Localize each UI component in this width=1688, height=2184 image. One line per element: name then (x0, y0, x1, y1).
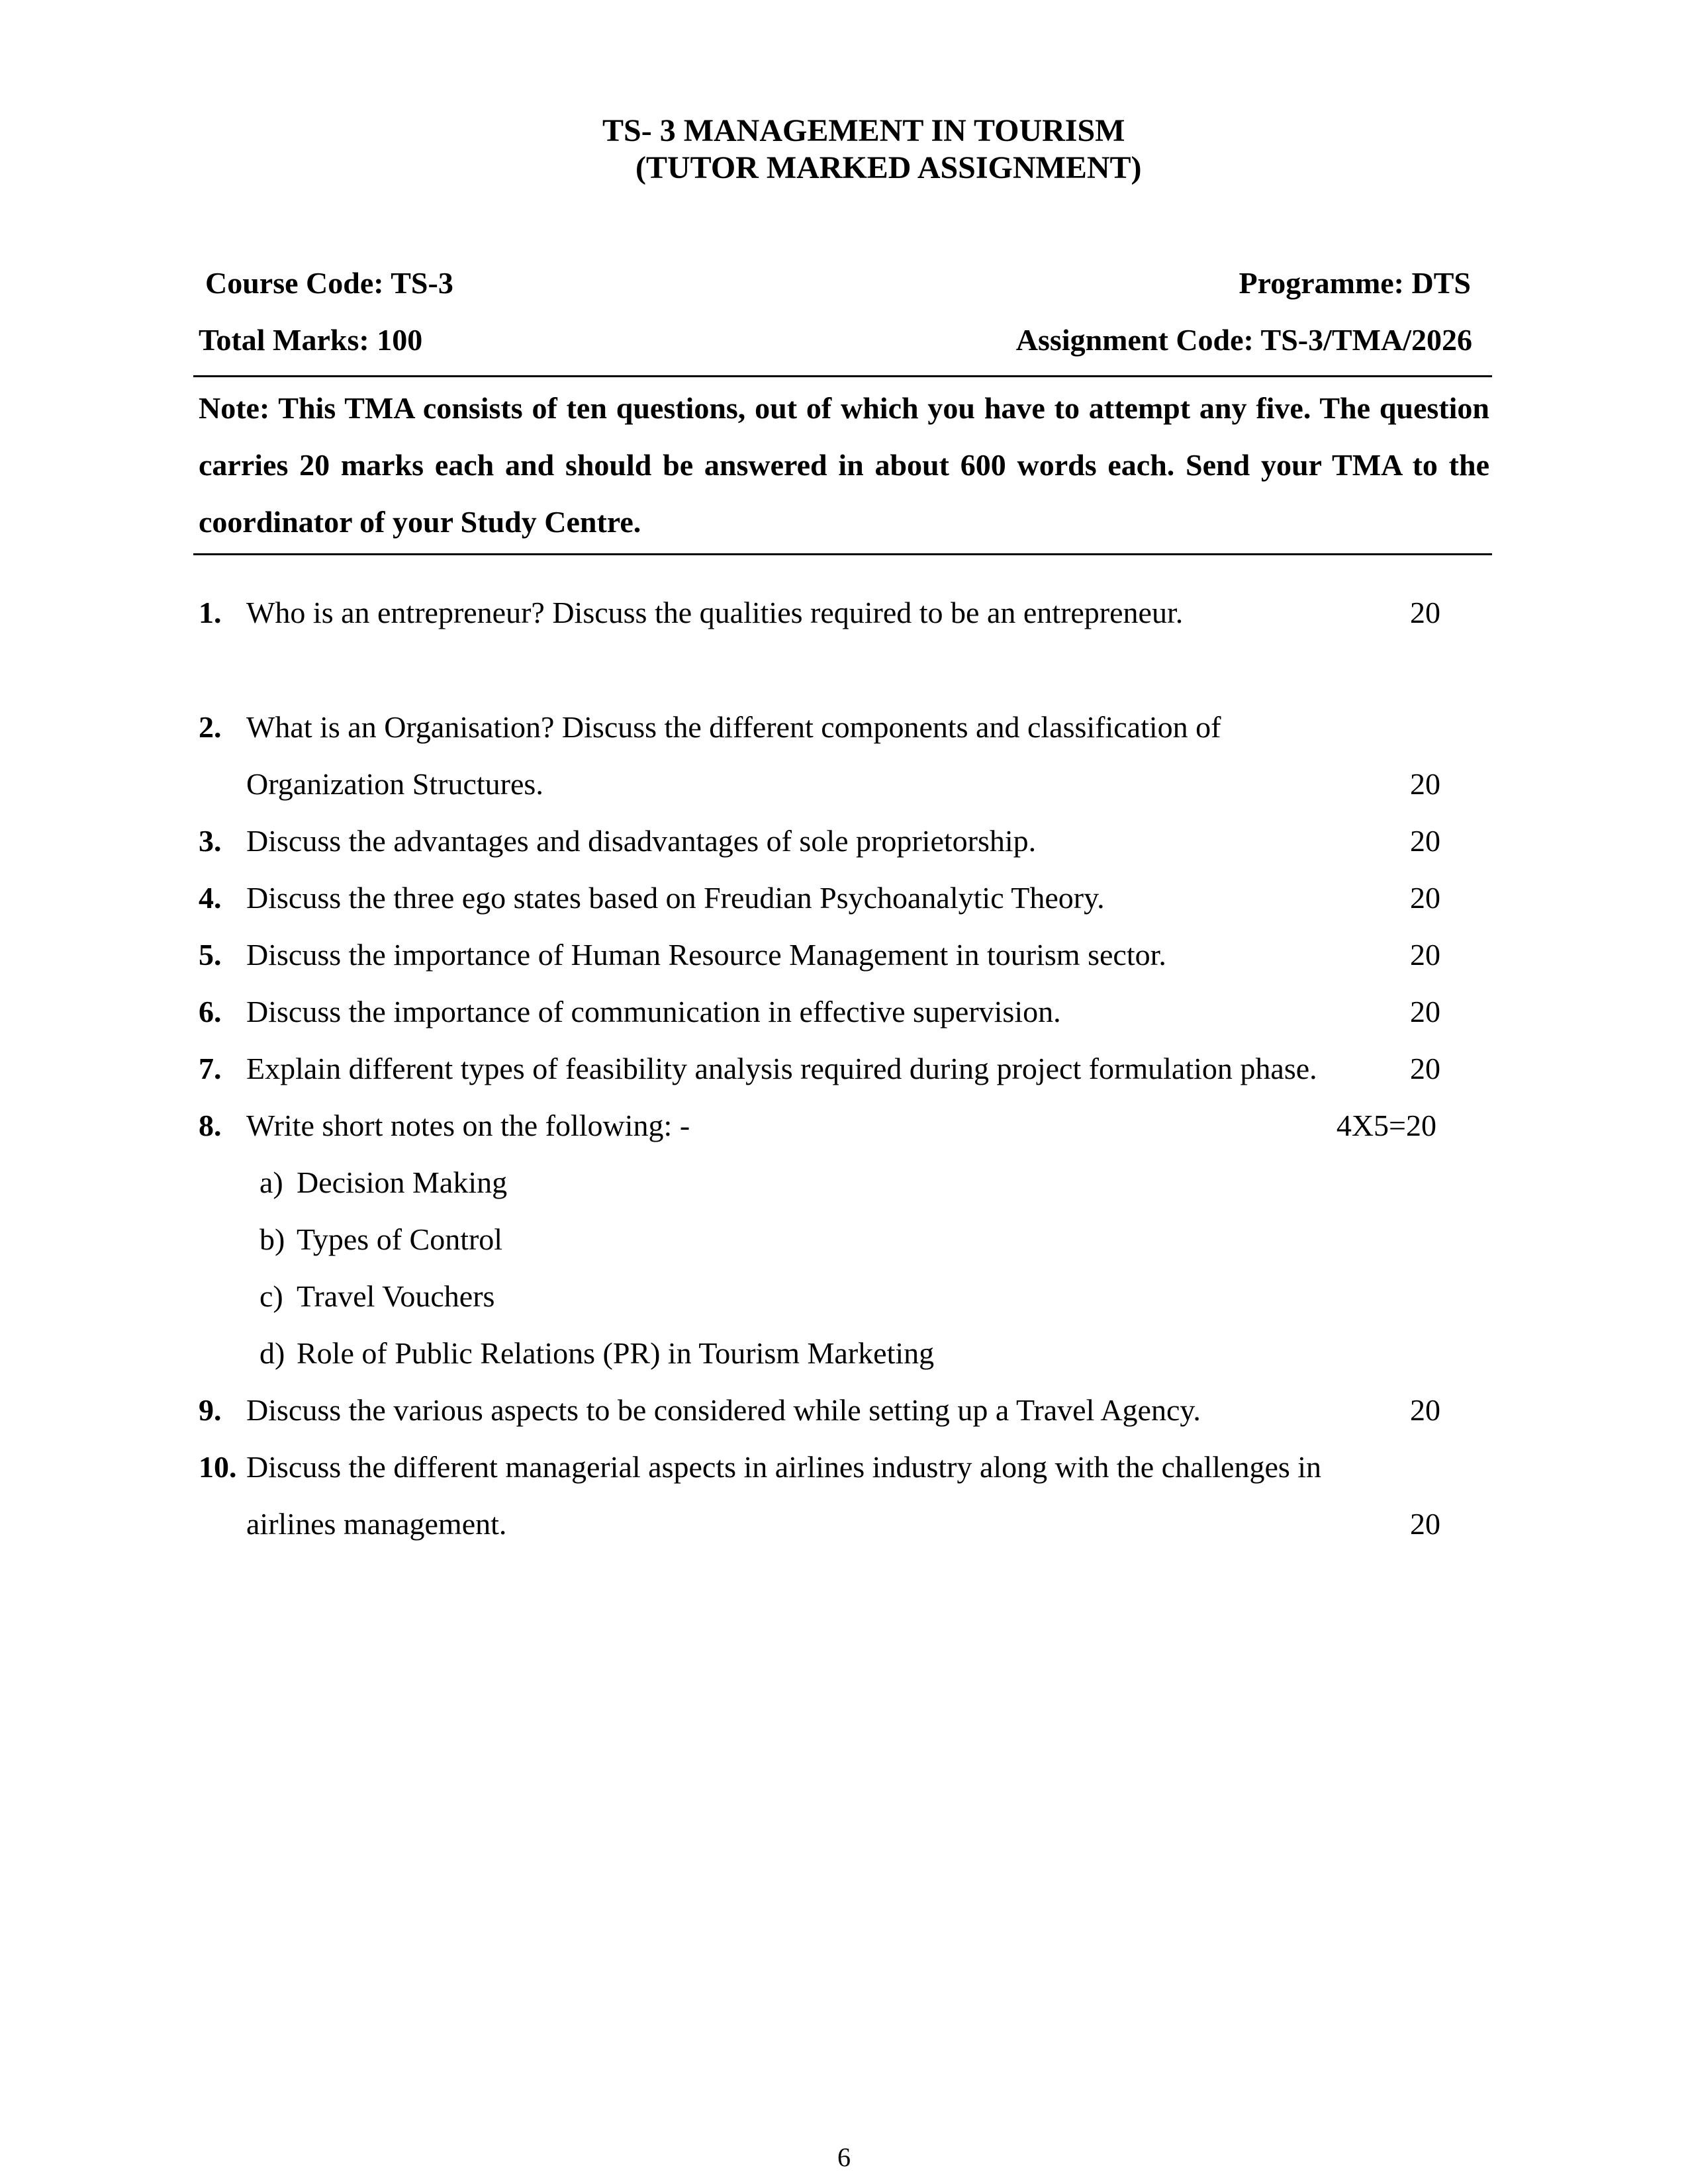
question-number: 5. (199, 938, 222, 972)
subitem-text: Types of Control (297, 1222, 503, 1256)
total-marks: Total Marks: 100 (199, 323, 423, 357)
assignment-note: Note: This TMA consists of ten questions, out of which you have to attempt any five. The question carries 20 marks each and should be answered in about 600 words each. Send your TMA to the coordinator of your Study Centre. (199, 391, 1489, 539)
subitem-text: Travel Vouchers (297, 1279, 495, 1313)
course-code: Course Code: TS-3 (205, 266, 453, 300)
question-marks: 20 (1410, 938, 1440, 972)
page-number: 6 (837, 2142, 851, 2172)
question-text: Who is an entrepreneur? Discuss the qualities required to be an entrepreneur. (246, 596, 1184, 629)
divider-top (193, 375, 1492, 377)
question-number: 9. (199, 1393, 222, 1427)
question-marks: 20 (1410, 1052, 1440, 1085)
question-text: Write short notes on the following: - (246, 1109, 690, 1142)
subitem-text: Role of Public Relations (PR) in Tourism Marketing (297, 1336, 935, 1370)
question-number: 1. (199, 596, 222, 629)
question-number: 3. (199, 824, 222, 858)
subitem-label: d) (259, 1336, 285, 1370)
question-text-continued: airlines management. (246, 1507, 507, 1541)
question-number: 6. (199, 995, 222, 1028)
question-number: 2. (199, 710, 222, 744)
document-title: TS- 3 MANAGEMENT IN TOURISM (602, 113, 1125, 148)
question-text: Discuss the various aspects to be considered while setting up a Travel Agency. (246, 1393, 1201, 1427)
divider-bottom (193, 553, 1492, 555)
question-number: 8. (199, 1109, 222, 1142)
subitem-label: b) (259, 1222, 285, 1256)
question-marks: 20 (1410, 881, 1440, 915)
question-text: Discuss the importance of Human Resource Management in tourism sector. (246, 938, 1166, 972)
question-text: Discuss the different managerial aspects in airlines industry along with the challenges in (246, 1450, 1322, 1484)
question-marks: 20 (1410, 1393, 1440, 1427)
document-subtitle: (TUTOR MARKED ASSIGNMENT) (635, 150, 1142, 185)
question-marks: 4X5=20 (1336, 1109, 1436, 1142)
question-text: What is an Organisation? Discuss the different components and classification of (246, 710, 1221, 744)
subitem-label: a) (259, 1165, 283, 1199)
programme: Programme: DTS (1239, 266, 1471, 300)
question-marks: 20 (1410, 995, 1440, 1028)
question-marks: 20 (1410, 1507, 1440, 1541)
subitem-text: Decision Making (297, 1165, 508, 1199)
question-marks: 20 (1410, 824, 1440, 858)
question-number: 10. (199, 1450, 237, 1484)
question-text: Discuss the advantages and disadvantages of sole proprietorship. (246, 824, 1037, 858)
question-number: 7. (199, 1052, 222, 1085)
question-number: 4. (199, 881, 222, 915)
question-text: Discuss the three ego states based on Freudian Psychoanalytic Theory. (246, 881, 1105, 915)
assignment-code: Assignment Code: TS-3/TMA/2026 (1015, 323, 1472, 357)
question-text: Explain different types of feasibility analysis required during project formulation phase. (246, 1052, 1317, 1085)
question-text-continued: Organization Structures. (246, 767, 543, 801)
question-text: Discuss the importance of communication in effective supervision. (246, 995, 1061, 1028)
question-marks: 20 (1410, 596, 1440, 629)
subitem-label: c) (259, 1279, 283, 1313)
question-marks: 20 (1410, 767, 1440, 801)
